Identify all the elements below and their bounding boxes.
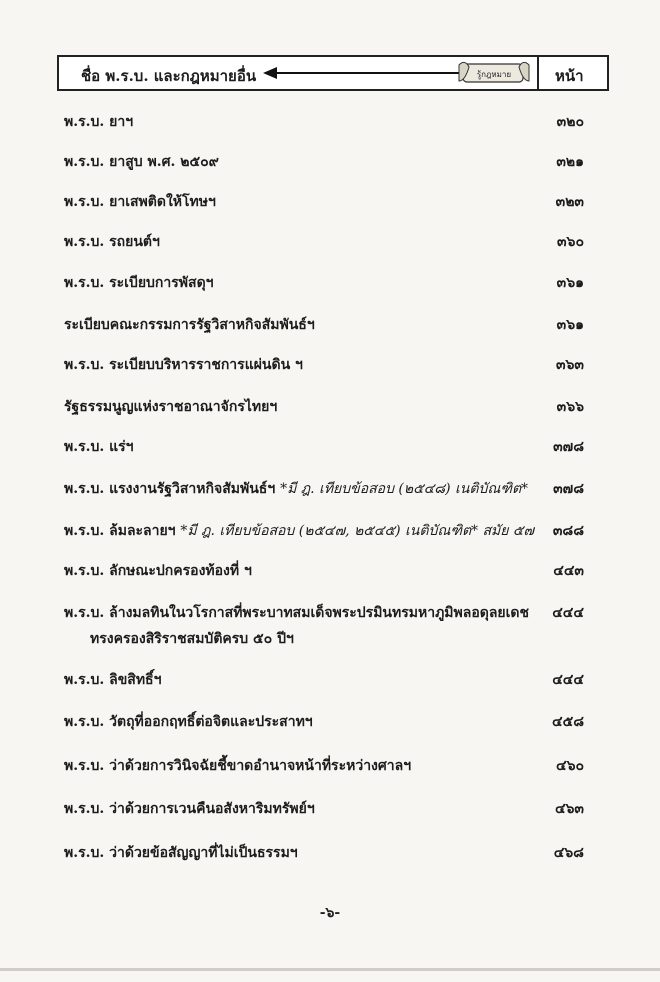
entry-page: ๔๕๘ — [552, 714, 584, 730]
entry-title: พ.ร.บ. ลักษณะปกครองท้องที่ ฯ — [64, 563, 252, 579]
header-title: ชื่อ พ.ร.บ. และกฎหมายอื่น — [81, 67, 257, 85]
entry-title: พ.ร.บ. ระเบียบบริหารราชการแผ่นดิน ฯ — [64, 357, 303, 373]
entry-title: พ.ร.บ. วัตถุที่ออกฤทธิ์ต่อจิตและประสาทฯ — [64, 714, 313, 730]
entry-title: พ.ร.บ. ยาเสพติดให้โทษฯ — [64, 194, 216, 210]
entry-page: ๓๖๑ — [556, 275, 584, 291]
entry-title: พ.ร.บ. ลิขสิทธิ์ฯ — [64, 672, 162, 688]
bottom-divider — [0, 968, 660, 971]
entry-title: พ.ร.บ. ว่าด้วยการวินิจฉัยชี้ขาดอำนาจหน้าที่ระหว่างศาลฯ — [64, 758, 412, 774]
entry-page: ๔๔๔ — [552, 605, 584, 621]
entry-page: ๓๒๑ — [556, 154, 584, 170]
entry-title: พ.ร.บ. ยาฯ — [64, 114, 134, 130]
entry-title: พ.ร.บ. แร่ฯ — [64, 439, 134, 455]
entry-title: รัฐธรรมนูญแห่งราชอาณาจักรไทยฯ — [64, 399, 278, 415]
entry-title: พ.ร.บ. ยาสูบ พ.ศ. ๒๕๐๙ — [64, 154, 219, 170]
entry-title: พ.ร.บ. ว่าด้วยข้อสัญญาที่ไม่เป็นธรรมฯ — [64, 845, 298, 861]
header-page-label: หน้า — [555, 67, 584, 85]
header-divider — [537, 57, 539, 89]
entry-note: *มี ฎ. เทียบข้อสอบ (๒๕๔๘) เนติบัณฑิต* — [280, 481, 529, 497]
svg-text:รู้กฎหมาย: รู้กฎหมาย — [476, 70, 512, 79]
entry-page: ๓๘๘ — [552, 523, 584, 539]
entry-page: ๔๖๐ — [555, 758, 584, 774]
entry-title: พ.ร.บ. แรงงานรัฐวิสาหกิจสัมพันธ์ฯ *มี ฎ. เทียบข้อสอบ (๒๕๔๘) เนติบัณฑิต* — [64, 481, 529, 497]
entry-title: พ.ร.บ. ล้างมลทินในวโรกาสที่พระบาทสมเด็จพระปรมินทรมหาภูมิพลอดุลยเดช — [64, 605, 529, 621]
entry-page: ๓๗๘ — [553, 481, 584, 497]
entry-page: ๓๗๘ — [553, 439, 584, 455]
entry-page: ๓๖๓ — [555, 357, 584, 373]
law-logo-icon — [457, 59, 531, 87]
entry-note: *มี ฎ. เทียบข้อสอบ (๒๕๔๗, ๒๕๔๕) เนติบัณฑิต* สมัย ๕๗ — [180, 523, 535, 539]
entry-page: ๓๖๑ — [556, 317, 584, 333]
entry-page: ๓๖๖ — [556, 399, 584, 415]
table-header — [57, 55, 609, 91]
entry-title: ระเบียบคณะกรรมการรัฐวิสาหกิจสัมพันธ์ฯ — [64, 317, 315, 333]
entry-title: พ.ร.บ. รถยนต์ฯ — [64, 234, 160, 250]
entry-page: ๔๖๘ — [553, 845, 584, 861]
entry-title: พ.ร.บ. ล้มละลายฯ *มี ฎ. เทียบข้อสอบ (๒๕๔๗, ๒๕๔๕) เนติบัณฑิต* สมัย ๕๗ — [64, 523, 535, 539]
entry-page: ๔๔๓ — [553, 563, 584, 579]
entry-page: ๓๖๐ — [556, 234, 584, 250]
entry-title-continuation: ทรงครองสิริราชสมบัติครบ ๕๐ ปีฯ — [90, 631, 294, 647]
entry-page: ๔๔๔ — [552, 672, 584, 688]
entry-page: ๓๒๐ — [556, 114, 584, 130]
page-number: -๖- — [319, 905, 341, 921]
entry-title: พ.ร.บ. ว่าด้วยการเวนคืนอสังหาริมทรัพย์ฯ — [64, 801, 315, 817]
entry-title: พ.ร.บ. ระเบียบการพัสดุฯ — [64, 275, 214, 291]
entry-page: ๔๖๓ — [554, 801, 584, 817]
entry-page: ๓๒๓ — [555, 194, 584, 210]
